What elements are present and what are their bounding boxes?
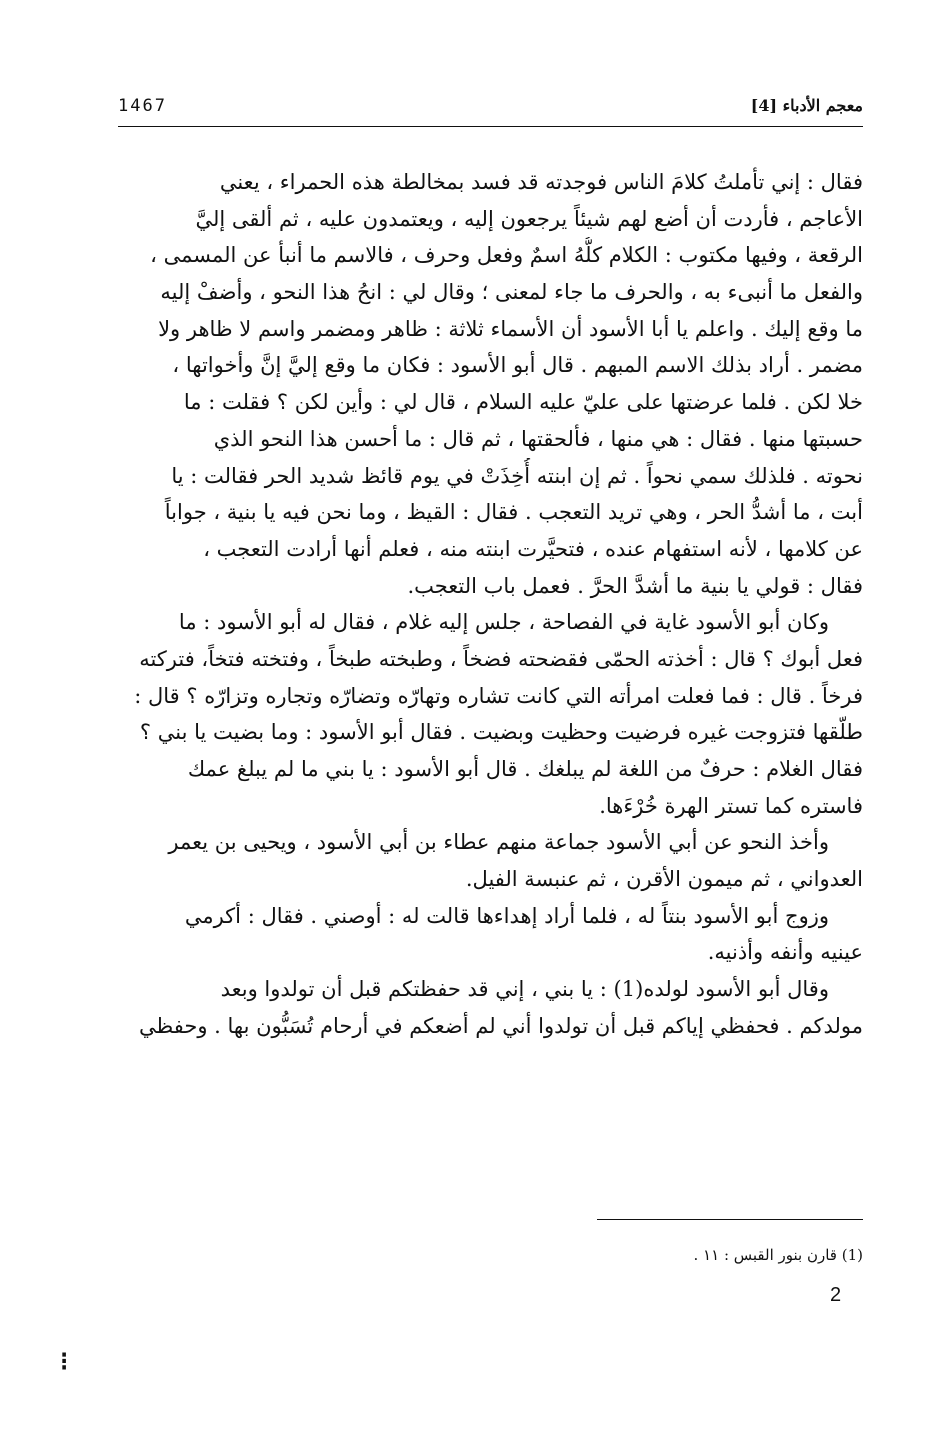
header-page-number: 1467	[118, 96, 167, 116]
header-rule	[118, 126, 863, 127]
folio-number: 2	[830, 1284, 842, 1306]
text-line: فقال : قولي يا بنية ما أشدَّ الحرَّ . فعمل باب التعجب.	[407, 573, 863, 598]
text-line: مضمر . أراد بذلك الاسم المبهم . قال أبو الأسود : فكان ما وقع إليَّ إنَّ وأخواتها ،	[172, 353, 863, 378]
text-line: عن كلامها ، لأنه استفهام عنده ، فتحيَّرت ابنته منه ، فعلم أنها أرادت التعجب ،	[203, 536, 863, 561]
margin-mark: ⁝	[60, 1347, 69, 1377]
text-line: وقال أبو الأسود لولده(1) : يا بني ، إني قد حفظتكم قبل أن تولدوا وبعد	[220, 977, 829, 1002]
text-line: الرقعة ، وفيها مكتوب : الكلام كلُّهُ اسمٌ وفعل وحرف ، فالاسم ما أنبأ عن المسمى ،	[150, 243, 863, 268]
text-line: فاستره كما تستر الهرة خُرْءَها.	[599, 793, 863, 818]
text-line: فعل أبوك ؟ قال : أخذته الحمّى فقضحته فضخاً ، وطبخته طبخاً ، وفتخته فتخاً، فتركته	[139, 646, 863, 671]
text-line: وأخذ النحو عن أبي الأسود جماعة منهم عطاء بن أبي الأسود ، ويحيى بن يعمر	[168, 830, 829, 855]
text-line: فقال الغلام : حرفٌ من اللغة لم يبلغك . قال أبو الأسود : يا بني ما لم يبلغ عمك	[187, 757, 863, 781]
running-header	[118, 96, 863, 126]
text-line: وزوج أبو الأسود بنتاً له ، فلما أراد إهداءها قالت له : أوصني . فقال : أكرمي	[184, 903, 829, 928]
text-line: مولدكم . فحفظي إياكم قبل أن تولدوا أني لم أضعكم في أرحام تُسَبُّون بها . وحفظي	[138, 1013, 863, 1038]
body-text	[118, 164, 863, 1045]
text-line: نحوته . فلذلك سمي نحواً . ثم إن ابنته أُخِذَتْ في يوم قائظ شديد الحر فقالت : يا	[171, 463, 863, 488]
text-line: وكان أبو الأسود غاية في الفصاحة ، جلس إليه غلام ، فقال له أبو الأسود : ما	[178, 610, 829, 635]
text-line: خلا لكن . فلما عرضتها على عليّ عليه السلام ، قال لي : وأين لكن ؟ فقلت : ما	[183, 390, 863, 415]
footnote: (1) قارن بنور القبس : ١١ .	[693, 1246, 863, 1264]
text-line: والفعل ما أنبىء به ، والحرف ما جاء لمعنى ؛ وقال لي : انحُ هذا النحو ، وأضفْ إليه	[160, 280, 863, 305]
header-book-title: معجم الأدباء [4]	[750, 96, 863, 115]
text-line: فرخاً . قال : فما فعلت امرأته التي كانت تشاره وتهارّه وتضارّه وتجاره وتزارّه ؟ قال :	[134, 683, 863, 708]
text-line: الأعاجم ، فأردت أن أضع لهم شيئاً يرجعون إليه ، ويعتمدون عليه ، ثم ألقى إليَّ	[195, 206, 863, 231]
text-line: العدواني ، ثم ميمون الأقرن ، ثم عنبسة الفيل.	[465, 867, 863, 892]
text-line: حسبتها منها . فقال : هي منها ، فألحقتها ، ثم قال : ما أحسن هذا النحو الذي	[213, 426, 863, 451]
text-line: عينيه وأنفه وأذنيه.	[707, 940, 863, 965]
text-line: ما وقع إليك . واعلم يا أبا الأسود أن الأسماء ثلاثة : ظاهر ومضمر واسم لا ظاهر ولا	[158, 316, 863, 341]
footnote-rule	[597, 1219, 863, 1220]
text-line: أبت ، ما أشدُّ الحر ، وهي تريد التعجب . فقال : القيظ ، وما نحن فيه يا بنية ، جواباً	[164, 500, 863, 525]
text-line: فقال : إني تأملتُ كلامَ الناس فوجدته قد فسد بمخالطة هذه الحمراء ، يعني	[219, 170, 863, 194]
text-line: طلّقها فتزوجت غيره فرضيت وحظيت وبضيت . فقال أبو الأسود : وما بضيت يا بني ؟	[139, 720, 863, 745]
